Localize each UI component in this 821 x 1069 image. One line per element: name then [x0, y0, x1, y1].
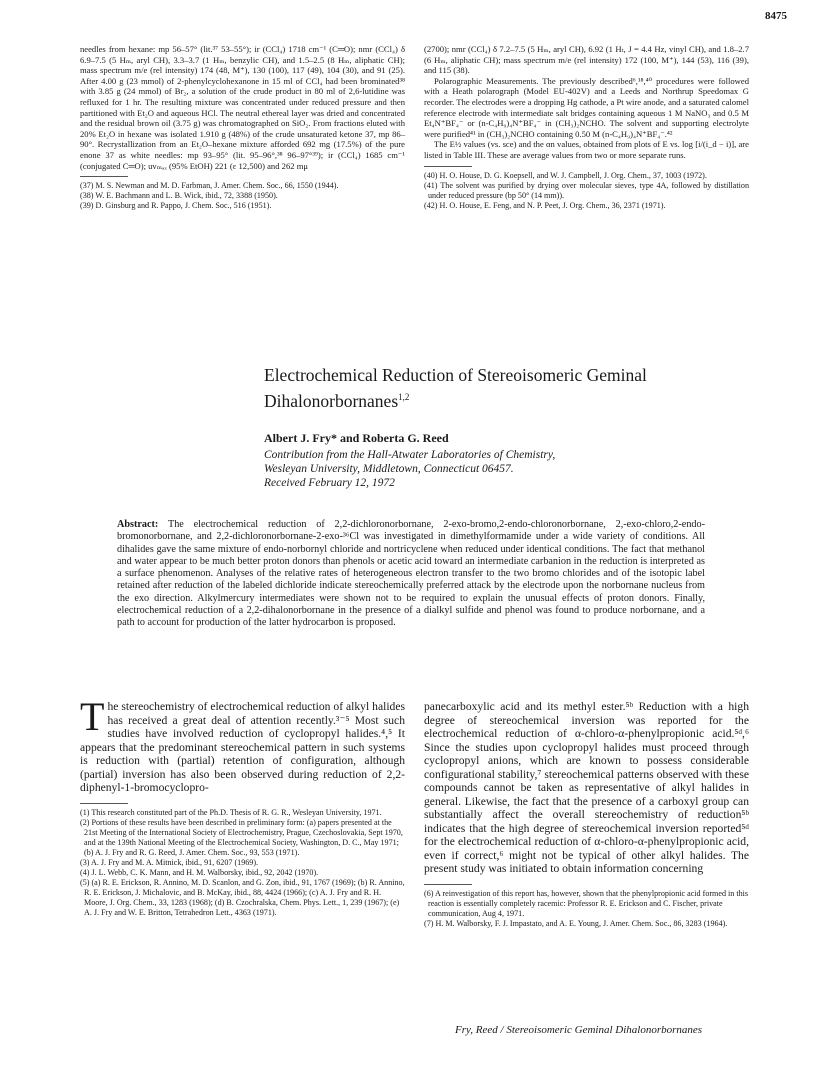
footnote-4: (4) J. L. Webb, C. K. Mann, and H. M. Walborsky, ibid., 92, 2042 (1970).: [80, 867, 319, 877]
body-left-column: [80, 694, 405, 918]
footnotes-body-left: [80, 808, 405, 918]
footnote-7: (7) H. M. Walborsky, F. J. Impastato, and A. E. Young, J. Amer. Chem. Soc., 86, 3283 (1964).: [424, 918, 728, 928]
footnote-5: (5) (a) R. E. Erickson, R. Annino, M. D. Scanlon, and G. Zon, ibid., 91, 1767 (1969); (b) R. Annino, R. E. Erickson, J. Michalovic, and B. McKay, ibid., 88, 4424 (1966); (c) A. J. Fry and R. H. Moore, J. Org. Chem., 33, 1283 (1968); (d) B. Czochralska, Chem. Phys. Lett., 1, 239 (1967); (e) A. J. Fry and W. E. Britton, Tetrahedron Lett., 4363 (1971).: [80, 877, 405, 917]
abstract-text: The electrochemical reduction of 2,2-dichloronorbornane, 2-exo-bromo,2-endo-chloronorbornane, 2,-exo-chloro,2-endo-bromonorbornane, and 2,2-dichloronorbornane-2-exo-³⁶Cl was investigated in dimethylformamide under a wide variety of conditions. All dihalides gave the same mixture of endo-norbornyl chloride and nortricyclene when reduced under identical conditions. The fact that methanol and water appear to be much better proton donors than phenols or acetic acid toward an intermediate carbanion in the reduction is interpreted as a surface phenomenon. Analyses of the relative rates of heterogeneous electron transfer to the two bromo chlorides and of the isotopic label retained after reduction of the labeled dichloride indicate stereochemically preferred attack by the electrode upon the norbornane nucleus from the exo direction. Alkylmercury intermediates were shown not to be required to explain the unusual effects of proton donors. Finally, electrochemical reduction of a 2,2-dihalonorbornane in the presence of a dialkyl sulfide and phenol was found to produce norbornane, and a path to account for production of the latter hydrocarbon is proposed.: [117, 519, 705, 629]
title-footnote-marker: 1,2: [398, 392, 410, 402]
footnote-38: (38) W. E. Bachmann and L. B. Wick, ibid., 72, 3388 (1950).: [80, 191, 278, 201]
article-title-text: Electrochemical Reduction of Stereoisomeric Geminal Dihalonorbornanes: [264, 365, 647, 411]
running-footer: Fry, Reed / Stereoisomeric Geminal Dihalonorbornanes: [455, 1024, 703, 1036]
experimental-paragraph: needles from hexane: mp 56–57° (lit.³⁷ 53–55°); ir (CCl₄) 1718 cm⁻¹ (C═O); nmr (CCl₄) δ 6.9–7.5 (5 Hₘ, aryl CH), 3.3–3.7 (1 Hₘ, benzylic CH), and 1.5–2.5 (8 Hₘ, aliphatic CH); mass spectrum m/e (rel intensity) 174 (48, M⁺), 130 (100), 117 (49), 104 (30), and 91 (25). After 4.00 g (23 mmol) of 2-phenylcyclohexanone in 15 ml of CCl₄ had been brominated³⁸ with 3.85 g (24 mmol) of Br₂, a solution of the crude product in 80 ml of 2,6-lutidine was refluxed for 1 hr. The resulting mixture was concentrated under reduced pressure and then partitioned with Et₂O and aqueous HCl. The neutral ethereal layer was dried and concentrated and the residual brown oil (3.75 g) was chromatographed on SiO₂. From fractions eluted with 20% Et₂O in hexane was isolated 1.910 g (48%) of the crude unsaturated ketone 37, mp 86–90°. Recrystallization from an Et₂O–hexane mixture afforded 692 mg (17.5%) of the pure enone 37 as white needles: mp 93–95° (lit. 95–96°,³⁸ 96–97°³⁹); ir (CCl₄) 1685 cm⁻¹ (conjugated C═O); uvₘₐₓ (95% EtOH) 221 (ε 12,500) and 262 mμ: [80, 44, 405, 171]
page-number: 8475: [765, 10, 787, 22]
footnote-6: (6) A reinvestigation of this report has, however, shown that the phenylpropionic acid formed in this reaction is essentially completely racemic: Professor R. E. Erickson and C. Fischer, private communication, Aug 4, 1971.: [424, 888, 749, 918]
abstract-label: Abstract:: [117, 519, 159, 530]
body-right-column: [424, 700, 749, 929]
authors: Albert J. Fry* and Roberta G. Reed: [264, 431, 449, 445]
footnote-rule: [80, 803, 128, 804]
footnote-2: (2) Portions of these results have been described in preliminary form: (a) papers presented at the 21st Meeting of the International Society of Electrochemistry, Prague, Czechoslovakia, Sept 1970, and at the 139th National Meeting of the Electrochemical Society, Washington, D. C., May 1971; (b) A. J. Fry and R. G. Reed, J. Amer. Chem. Soc., 93, 553 (1971).: [80, 817, 403, 857]
experimental-right-column: [424, 44, 749, 211]
footnote-41: (41) The solvent was purified by drying over molecular sieves, type 4A, followed by distillation under reduced pressure (bp 50° (14 mm)).: [424, 180, 749, 200]
intro-text: he stereochemistry of electrochemical reduction of alkyl halides has received a great deal of attention recently.³⁻⁵ Most such studies have involved reduction of cyclopropyl halides.⁴,⁵ It appears that the predominant stereochemical pattern in such systems is reduction with (partial) retention of configuration, although (partial) inversion has also been observed during reduction of 2,2-diphenyl-1-bromocyclopro-: [80, 700, 405, 794]
intro-continuation: panecarboxylic acid and its methyl ester.⁵ᵇ Reduction with a high degree of stereochemical inversion was reported for the electrochemical reduction of α-chloro-α-phenylpropionic acid.⁵ᵈ,⁶ Since the studies upon cyclopropyl halides must proceed through cyclopropyl anions, which are known to possess considerable configurational stability,⁷ stereochemical patterns observed with these compounds cannot be taken as representative of alkyl halides in general. Likewise, the fact that the presence of a carboxyl group can substantially affect the overall stereochemistry of reduction⁵ᵇ indicates that the high degree of stereochemical inversion reported⁵ᵈ for the electrochemical reduction of α-chloro-α-phenylpropionic acid, even if correct,⁶ might not be typical of other alkyl halides. The present study was initiated to obtain information concerning: [424, 700, 749, 875]
drop-cap: T: [80, 694, 105, 739]
experimental-left-column: [80, 44, 405, 211]
footnotes-top-right: [424, 171, 749, 211]
affiliation-line: Contribution from the Hall-Atwater Laboratories of Chemistry,: [264, 449, 556, 461]
polarographic-paragraph: Polarographic Measurements. The previously described⁶,¹⁸,⁴⁰ procedures were followed with a Heath polarograph (Model EU-402V) and a Leeds and Northrup Speedomax G recorder. The electrodes were a dropping Hg cathode, a Pt wire anode, and a saturated calomel reference electrode with intermediate salt bridges containing aqueous 1 M NaNO₃ and 0.5 M Et₄N⁺BF₄⁻ or (n-C₄H₉)₄N⁺BF₄⁻ in (CH₃)₂NCHO. The solvent and supporting electrolyte were purified⁴¹ in (CH₃)₂NCHO containing 0.50 M (n-C₄H₉)₄N⁺BF₄⁻.⁴²: [424, 75, 749, 139]
footnote-rule: [80, 176, 128, 177]
received-date: Received February 12, 1972: [264, 477, 395, 489]
footnote-39: (39) D. Ginsburg and R. Pappo, J. Chem. Soc., 516 (1951).: [80, 201, 272, 211]
affiliation: [264, 448, 555, 490]
footnote-3: (3) A. J. Fry and M. A. Mitnick, ibid., 91, 6207 (1969).: [80, 857, 259, 867]
half-wave-paragraph: The E½ values (vs. sce) and the αn values, obtained from plots of E vs. log [i/(i_d − i)], are listed in Table III. These are average values from two or more separate runs.: [424, 139, 749, 160]
footnotes-body-right: [424, 889, 749, 929]
footnotes-top-left: [80, 181, 405, 211]
footnote-42: (42) H. O. House, E. Feng, and N. P. Peet, J. Org. Chem., 36, 2371 (1971).: [424, 200, 666, 210]
footnote-rule: [424, 166, 472, 167]
footnote-rule: [424, 884, 472, 885]
article-title: [264, 364, 704, 412]
abstract: [117, 519, 705, 630]
footnote-37: (37) M. S. Newman and M. D. Farbman, J. Amer. Chem. Soc., 66, 1550 (1944).: [80, 181, 339, 191]
footnote-1: (1) This research constituted part of the Ph.D. Thesis of R. G. R., Wesleyan University, 1971.: [80, 807, 382, 817]
nmr-paragraph: (2700); nmr (CCl₄) δ 7.2–7.5 (5 Hₘ, aryl CH), 6.92 (1 Hₜ, J = 4.4 Hz, vinyl CH), and 1.8–2.7 (6 Hₘ, aliphatic CH); mass spectrum m/e (rel intensity) 172 (100, M⁺), 144 (53), 116 (39), and 115 (38).: [424, 44, 749, 76]
affiliation-line: Wesleyan University, Middletown, Connecticut 06457.: [264, 463, 514, 475]
intro-paragraph: [80, 694, 405, 795]
footnote-40: (40) H. O. House, D. G. Koepsell, and W. J. Campbell, J. Org. Chem., 37, 1003 (1972).: [424, 170, 707, 180]
